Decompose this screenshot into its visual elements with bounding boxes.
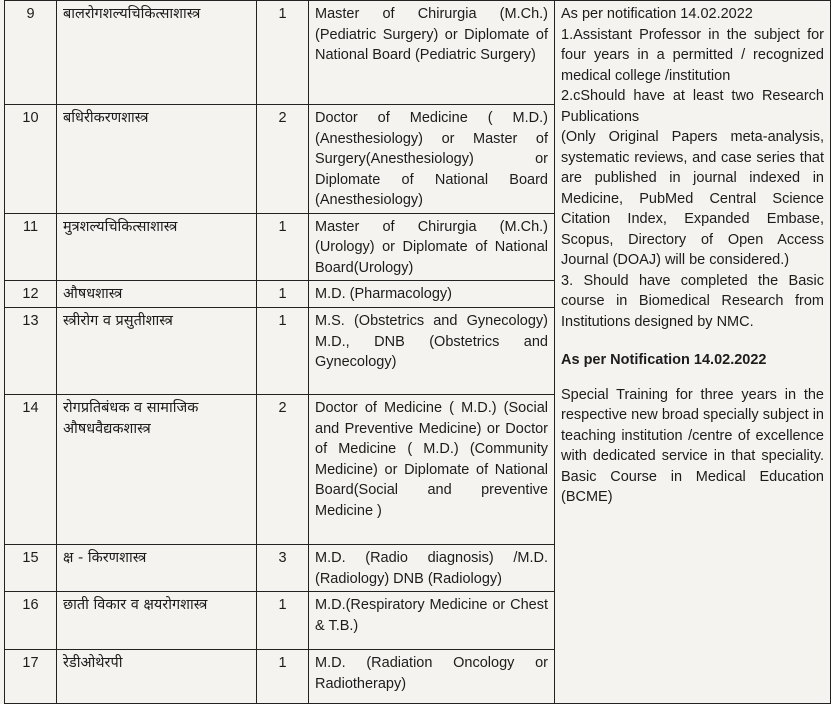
subject-name: बालरोगशल्यचिकित्साशास्त्र: [57, 1, 257, 105]
row-number: 11: [5, 213, 57, 281]
row-number: 16: [5, 592, 57, 650]
posts-count: 1: [257, 281, 309, 308]
qualification: M.D.(Respiratory Medicine or Chest & T.B.): [309, 592, 555, 650]
table-row: [5, 1, 831, 105]
row-number: 12: [5, 281, 57, 308]
row-number: 10: [5, 105, 57, 214]
subject-name: स्त्रीरोग व प्रसुतीशास्त्र: [57, 308, 257, 395]
posts-count: 2: [257, 395, 309, 545]
posts-count: 1: [257, 308, 309, 395]
posts-count: 2: [257, 105, 309, 214]
subject-name: मुत्रशल्यचिकित्साशास्त्र: [57, 213, 257, 281]
qualification: M.D. (Radiation Oncology or Radiotherapy): [309, 650, 555, 704]
subject-name: औषधशास्त्र: [57, 281, 257, 308]
qualification: Master of Chirurgia (M.Ch.) (Urology) or Diplomate of National Board(Urology): [309, 213, 555, 281]
qualification: M.S. (Obstetrics and Gynecology) M.D., DNB (Obstetrics and Gynecology): [309, 308, 555, 395]
subject-name: रेडीओथेरपी: [57, 650, 257, 704]
subject-name: रोगप्रतिबंधक व सामाजिक औषधवैद्यकशास्त्र: [57, 395, 257, 545]
notes-point-3: 3. Should have completed the Basic course in Biomedical Research from Institutions designed by NMC.: [561, 272, 824, 330]
posts-count: 1: [257, 650, 309, 704]
row-number: 9: [5, 1, 57, 105]
qualification: M.D. (Radio diagnosis) /M.D. (Radiology) DNB (Radiology): [309, 545, 555, 592]
notes-point-1: 1.Assistant Professor in the subject for four years in a permitted / recognized medical college /institution: [561, 26, 824, 84]
subject-name: क्ष - किरणशास्त्र: [57, 545, 257, 592]
notes-point-2: 2.cShould have at least two Research Publications: [561, 88, 824, 125]
notes-special-training: Special Training for three years in the respective new broad specially subject in teaching institution /centre of excellence with dedicated service in that speciality. Basic Course in Medical Education (BCME): [561, 386, 824, 505]
qualification: Master of Chirurgia (M.Ch.) (Pediatric Surgery) or Diplomate of National Board (Pediatric Surgery): [309, 1, 555, 105]
posts-count: 1: [257, 1, 309, 105]
row-number: 15: [5, 545, 57, 592]
subject-name: बधिरीकरणशास्त्र: [57, 105, 257, 214]
posts-count: 1: [257, 592, 309, 650]
eligibility-table: [4, 0, 831, 704]
qualification: Doctor of Medicine ( M.D.) (Anesthesiology) or Master of Surgery(Anesthesiology) or Diplomate of National Board (Anesthesiology): [309, 105, 555, 214]
qualification: Doctor of Medicine ( M.D.) (Social and Preventive Medicine) or Doctor of Medicine ( M.D.) (Community Medicine) or Diplomate of National Board(Social and preventive Medicine ): [309, 395, 555, 545]
row-number: 17: [5, 650, 57, 704]
subject-name: छाती विकार व क्षयरोगशास्त्र: [57, 592, 257, 650]
posts-count: 1: [257, 213, 309, 281]
qualification: M.D. (Pharmacology): [309, 281, 555, 308]
notes-point-2-detail: (Only Original Papers meta-analysis, systematic reviews, and case series that are published in journal indexed in Medicine, PubMed Central Science Citation Index, Expanded Embase, Scopus, Directory of Open Access Journal (DOAJ) will be considered.): [561, 129, 824, 268]
row-number: 13: [5, 308, 57, 395]
row-number: 14: [5, 395, 57, 545]
posts-count: 3: [257, 545, 309, 592]
eligibility-notes: [555, 1, 831, 704]
notes-heading: As per Notification 14.02.2022: [561, 352, 767, 368]
notes-intro: As per notification 14.02.2022: [561, 6, 753, 22]
